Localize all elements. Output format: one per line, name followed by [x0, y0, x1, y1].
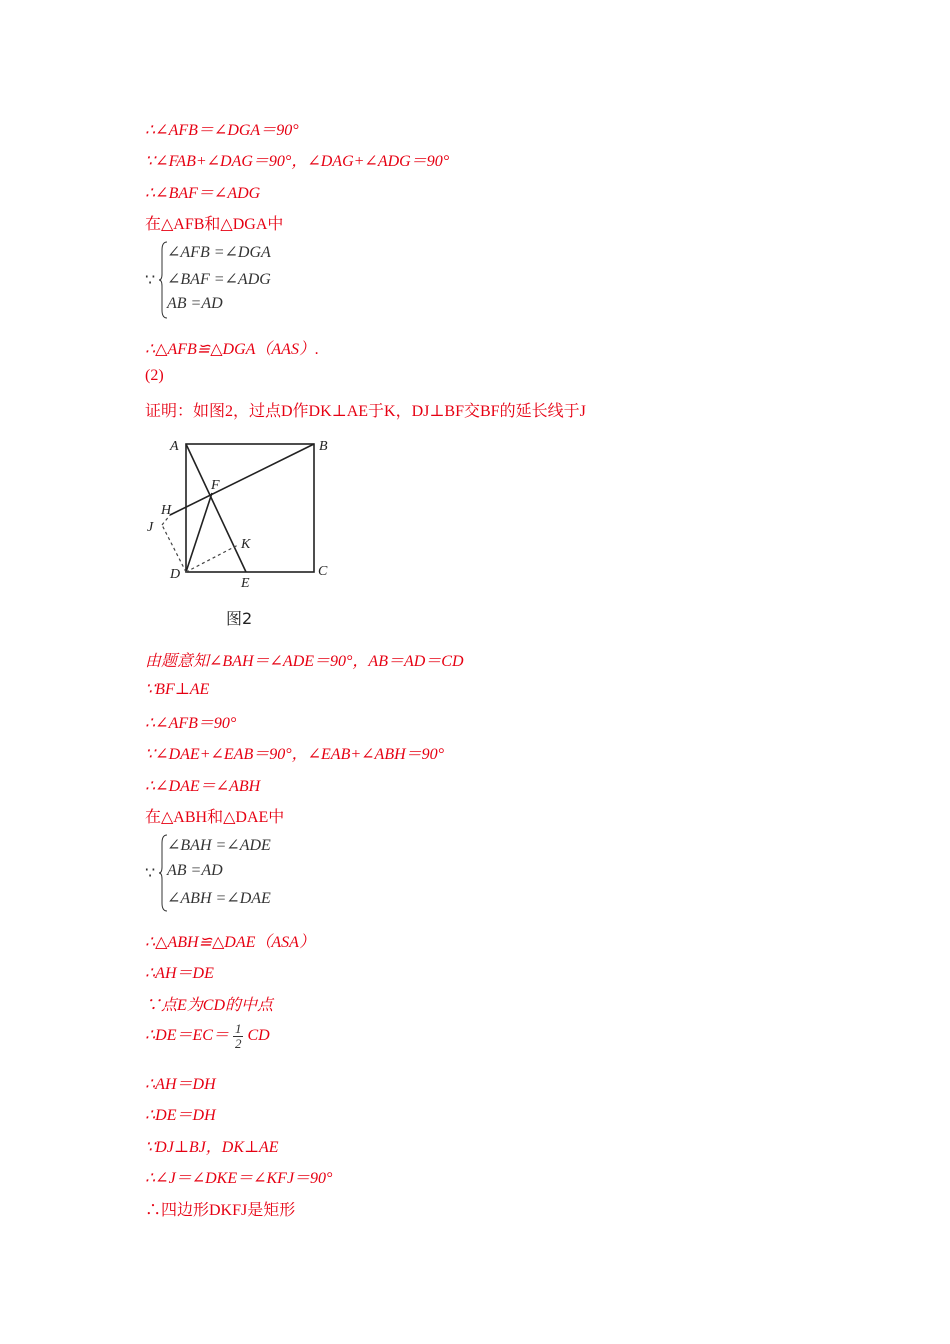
proof-line-4: 在△AFB和△DGA中	[145, 216, 284, 233]
system1-row-3: AB =AD	[167, 295, 223, 312]
fraction	[233, 1022, 244, 1051]
proof-line-5: 由题意知∠BAH＝∠ADE＝90°，AB＝AD＝CD	[145, 653, 464, 670]
proof-line-7: ∴∠AFB＝90°	[145, 715, 237, 732]
label-f: F	[211, 478, 220, 493]
label-k: K	[241, 537, 251, 552]
proof-line-1: ∴∠AFB＝∠DGA＝90°	[145, 122, 299, 139]
square-abcd	[186, 444, 314, 572]
proof-line-8: ∵∠DAE+∠EAB＝90°，∠EAB+∠ABH＝90°	[145, 746, 445, 763]
proof-line-17: ∴∠J＝∠DKE＝∠KFJ＝90°	[145, 1170, 333, 1187]
part-2-label: (2)	[145, 367, 164, 384]
system2-row-1: ∠BAH =∠ADE	[167, 837, 271, 854]
fraction-numerator: 1	[234, 1021, 242, 1036]
proof-line-12: ∴AH＝DE	[145, 965, 214, 982]
proof-line-14: ∴AH＝DH	[145, 1076, 216, 1093]
proof-line-9: ∴∠DAE＝∠ABH	[145, 778, 261, 795]
dashed-dj	[162, 525, 186, 572]
proof-line-10: 在△ABH和△DAE中	[145, 809, 285, 826]
proof-line-15: ∴DE＝DH	[145, 1107, 216, 1124]
proof-line-11: ∴△ABH≌△DAE（ASA）	[145, 934, 315, 951]
proof-line-3: ∴∠BAF＝∠ADG	[145, 185, 261, 202]
because-symbol: ∵	[145, 865, 156, 882]
label-b: B	[319, 439, 328, 454]
system2-row-3: ∠ABH =∠DAE	[167, 890, 271, 907]
proof-intro: 证明：如图2，过点D作DK⊥AE于K，DJ⊥BF交BF的延长线于J	[145, 403, 586, 420]
proof-line-2: ∵∠FAB+∠DAG＝90°，∠DAG+∠ADG＝90°	[145, 153, 450, 170]
label-h: H	[161, 503, 172, 518]
label-c: C	[318, 564, 328, 579]
fraction-prefix: ∴DE＝EC＝	[145, 1027, 229, 1045]
system2-row-2: AB =AD	[167, 862, 223, 879]
conclusion-1: ∴△AFB≌△DGA（AAS）.	[145, 341, 319, 358]
segment-ae	[186, 444, 246, 572]
label-a: A	[170, 439, 179, 454]
label-d: D	[170, 567, 181, 582]
fraction-suffix: CD	[247, 1027, 270, 1045]
label-j: J	[147, 520, 154, 535]
figure-caption: 图2	[226, 609, 253, 628]
proof-line-18: ∴四边形DKFJ是矩形	[145, 1202, 296, 1219]
fraction-denominator: 2	[234, 1036, 242, 1051]
because-symbol: ∵	[145, 272, 156, 289]
system1-row-1: ∠AFB =∠DGA	[167, 244, 271, 261]
geometry-figure	[140, 432, 350, 597]
label-e: E	[241, 576, 250, 591]
proof-line-13: ∵点E为CD的中点	[145, 997, 274, 1014]
system1-row-2: ∠BAF =∠ADG	[167, 271, 271, 288]
proof-line-6: ∵BF⊥AE	[145, 681, 210, 698]
proof-line-16: ∵DJ⊥BJ，DK⊥AE	[145, 1139, 279, 1156]
proof-line-fraction	[145, 1022, 270, 1051]
